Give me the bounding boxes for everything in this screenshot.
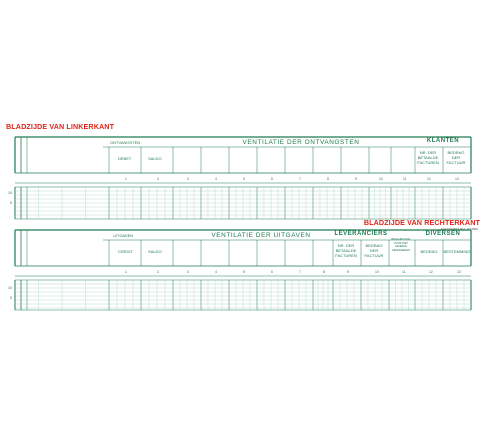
ledger-left (8, 137, 471, 219)
side-mark-5-b: 5 (10, 296, 12, 300)
ledger-right (8, 230, 471, 310)
header-diversen: DIVERSEN (425, 231, 461, 237)
header-bestemming: BESTEMMING (443, 249, 471, 254)
column-number: 11 (402, 270, 406, 274)
column-number: 2 (157, 270, 159, 274)
column-number: 3 (187, 270, 189, 274)
header-ontvangsten: ONTVANGSTEN (110, 140, 141, 145)
column-number: 10 (375, 270, 379, 274)
column-number: 6 (271, 177, 273, 181)
header-uitgaven: UITGAVEN (113, 233, 134, 238)
column-number: 2 (157, 177, 159, 181)
page-title-right: BLADZIJDE VAN RECHTERKANT (363, 218, 480, 227)
header-saldo-2: SALDO (148, 249, 162, 254)
column-number: 12 (427, 177, 431, 181)
column-number: 10 (379, 177, 383, 181)
column-number: 13 (457, 270, 461, 274)
header-ventilatie: VENTILATIE DER ONTVANGSTEN (242, 139, 360, 146)
column-number: 11 (403, 177, 407, 181)
column-number: 13 (455, 177, 459, 181)
column-number: 7 (299, 270, 301, 274)
column-number: 7 (299, 177, 301, 181)
column-number: 12 (429, 270, 433, 274)
header-klanten: KLANTEN (426, 138, 460, 144)
column-number: 9 (355, 177, 357, 181)
column-number: 5 (243, 177, 245, 181)
column-number: 8 (323, 270, 325, 274)
header-saldo: SALDO (148, 156, 162, 161)
header-nr-facturen: NR. DER BETAALDE FACTUREN (417, 150, 439, 165)
side-mark-10-b: 10 (8, 286, 12, 290)
header-div-bedrag: BEDRAG (420, 249, 438, 254)
column-number: 1 (125, 177, 127, 181)
header-nr-facturen-2: NR. DER BETAALDE FACTUREN (335, 243, 357, 258)
header-ventilatie-uitgaven: VENTILATIE DER UITGAVEN (211, 232, 311, 239)
header-leveranciers: LEVERANCIERS (334, 231, 388, 237)
column-number: 5 (243, 270, 245, 274)
header-beschrijving: BESCHRIJVING VOOR NIET GENEELE ZEKERHEDEN (391, 238, 411, 252)
column-number: 3 (187, 177, 189, 181)
header-credit: CREDIT (118, 249, 133, 254)
side-mark-5: 5 (10, 201, 12, 205)
column-number: 4 (215, 270, 217, 274)
column-number: 9 (347, 270, 349, 274)
column-number: 6 (271, 270, 273, 274)
column-number: 1 (125, 270, 127, 274)
header-bedrag-factuur-2: BEDRAG DER FACTUUR (364, 243, 384, 258)
column-number: 4 (215, 177, 217, 181)
header-debet: DEBET (118, 156, 132, 161)
column-number: 8 (327, 177, 329, 181)
header-bedrag-factuur: BEDRAG DER FACTUUR (446, 150, 466, 165)
page-title-left: BLADZIJDE VAN LINKERKANT (6, 122, 115, 131)
reference-code: EXACOMPTA Ref. 1612666 (440, 227, 478, 231)
side-mark-10: 10 (8, 191, 12, 195)
